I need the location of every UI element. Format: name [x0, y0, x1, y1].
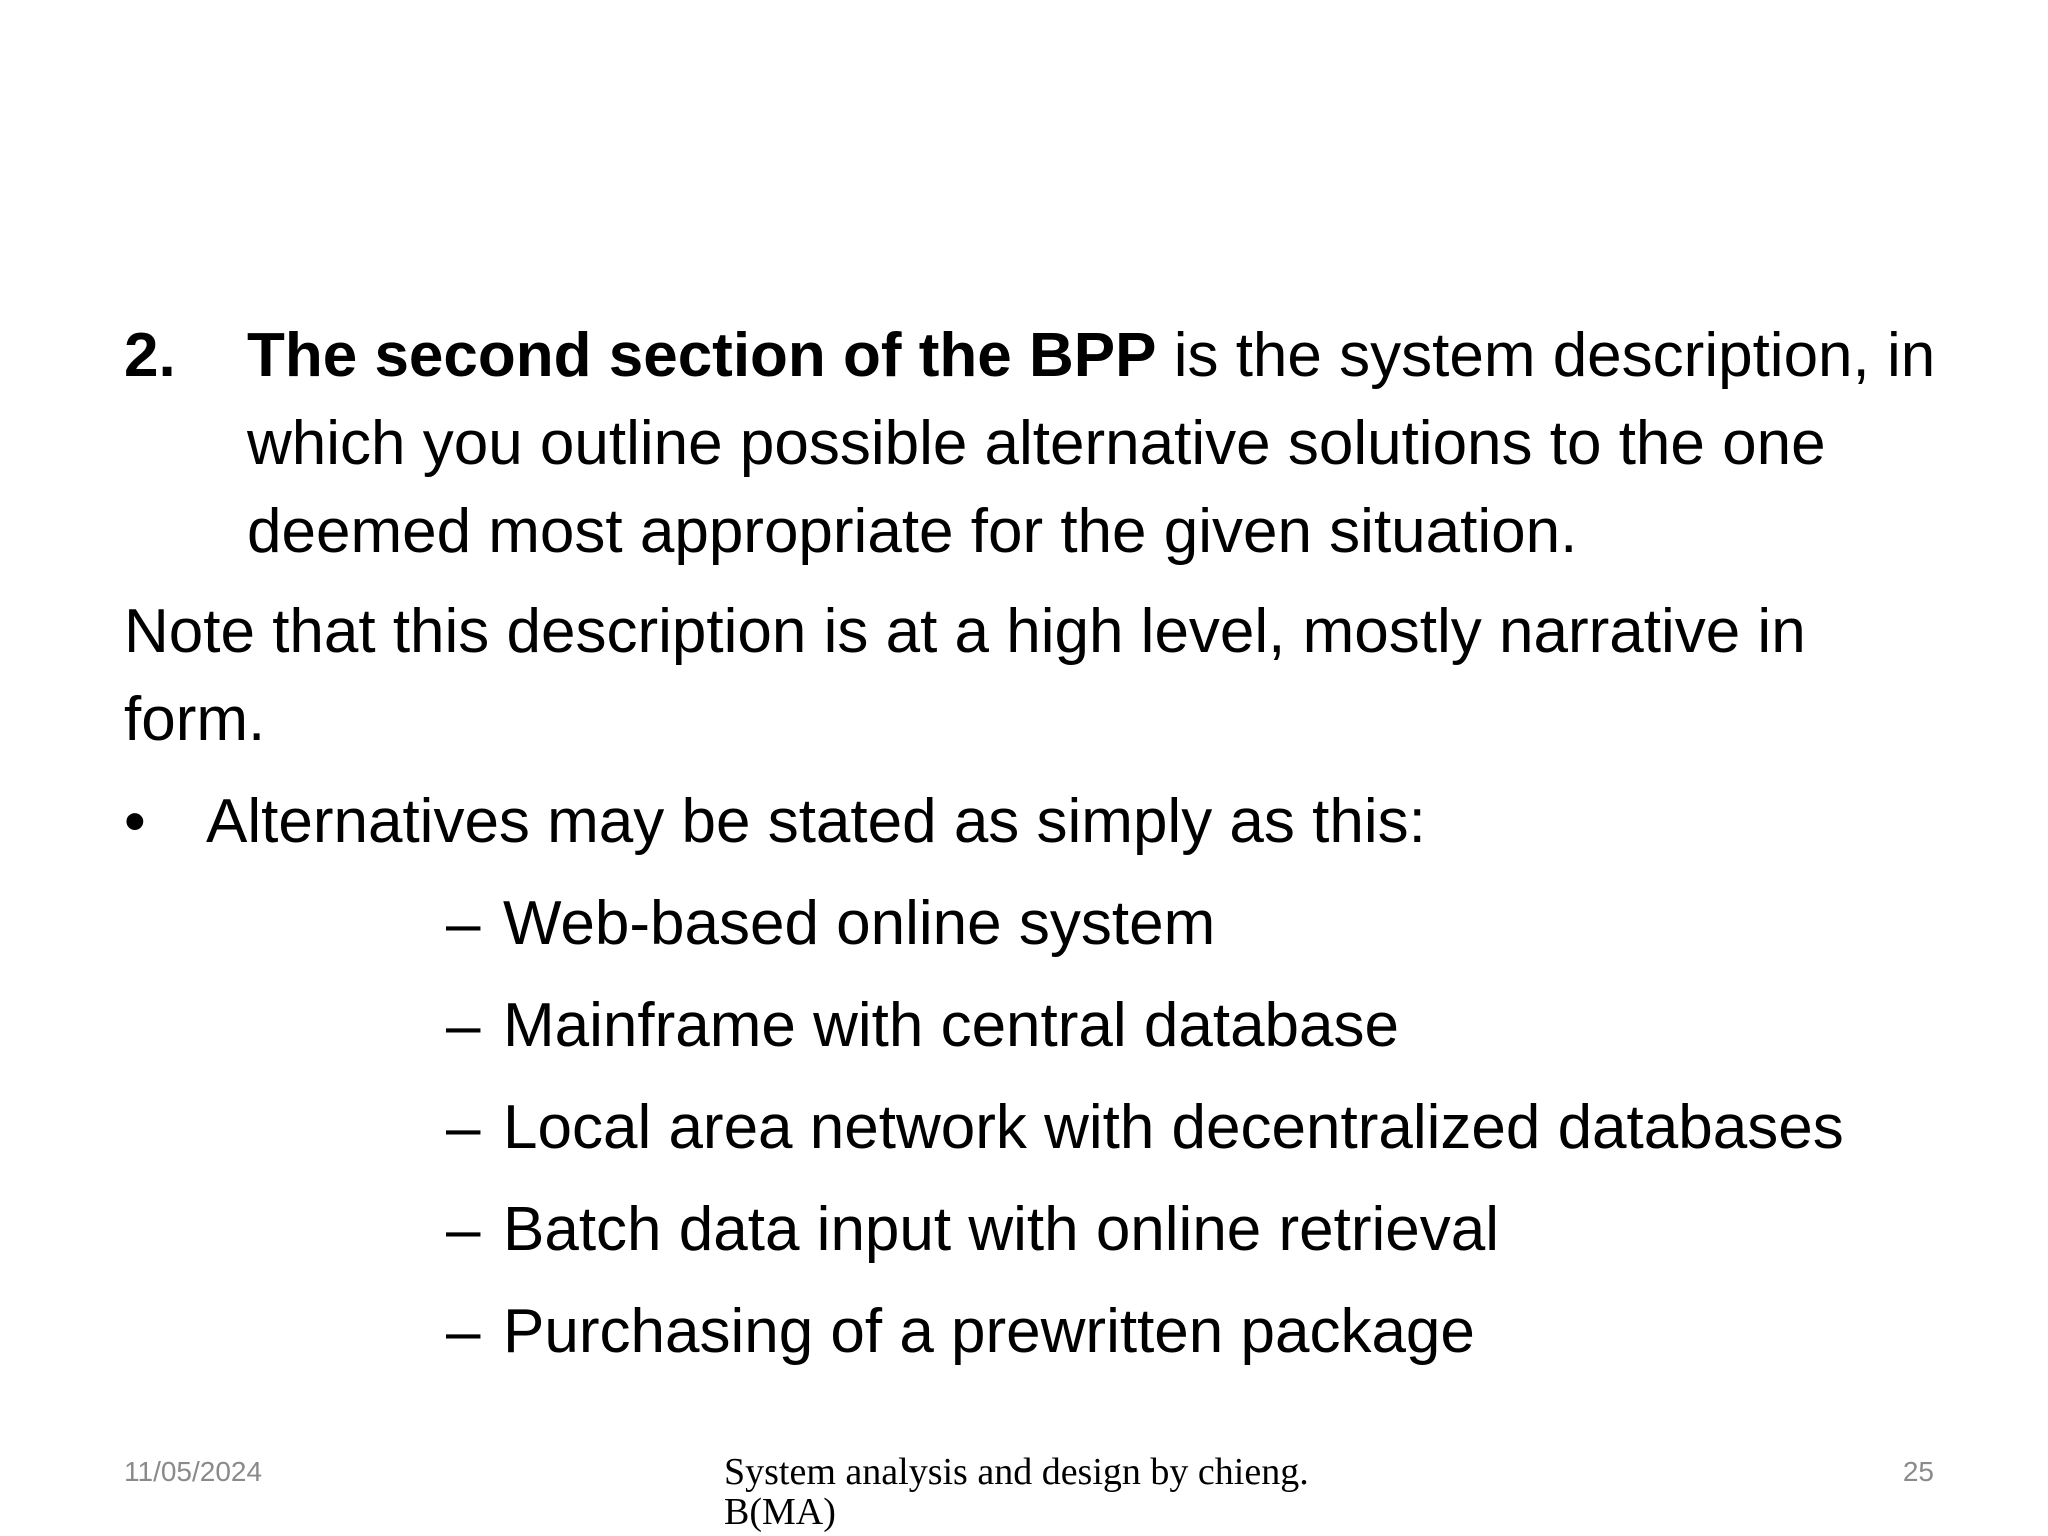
list-item-text: Mainframe with central database — [503, 991, 1400, 1060]
list-item-text: Purchasing of a prewritten package — [503, 1297, 1475, 1366]
list-item-text: Web-based online system — [503, 889, 1216, 958]
point-lead-bold: The second section of the BPP — [247, 321, 1157, 390]
bullet-text: Alternatives may be stated as simply as this: — [206, 787, 1426, 856]
dash-marker: – — [446, 889, 481, 958]
list-item — [446, 982, 1944, 1070]
list-item-text: Batch data input with online retrieval — [503, 1195, 1500, 1264]
list-item — [446, 880, 1944, 968]
bullet-marker: • — [124, 787, 146, 856]
dash-marker: – — [446, 1093, 481, 1162]
list-item — [446, 1186, 1944, 1274]
page-number: 25 — [1902, 1456, 1934, 1487]
dash-marker: – — [446, 991, 481, 1060]
footer-title: System analysis and design by chieng. B(MA) — [724, 1451, 1309, 1533]
numbered-point-2 — [124, 312, 1944, 576]
footer-date: 11/05/2024 — [124, 1456, 263, 1487]
list-item — [446, 1084, 1944, 1172]
bullet-item — [124, 778, 1944, 866]
dash-marker: – — [446, 1195, 481, 1264]
slide-body — [124, 312, 1944, 1376]
point-number: 2. — [124, 321, 176, 390]
list-item — [446, 1288, 1944, 1376]
point-lead-text: is the system description, in which you outline possible alternative solutions to the one deemed most appropriate for the given situation. — [247, 321, 1936, 566]
list-item-text: Local area network with decentralized databases — [503, 1093, 1844, 1162]
dash-marker: – — [446, 1297, 481, 1366]
note-paragraph: Note that this description is at a high level, mostly narrative in form. — [124, 597, 1806, 754]
alternatives-list — [124, 880, 1944, 1376]
